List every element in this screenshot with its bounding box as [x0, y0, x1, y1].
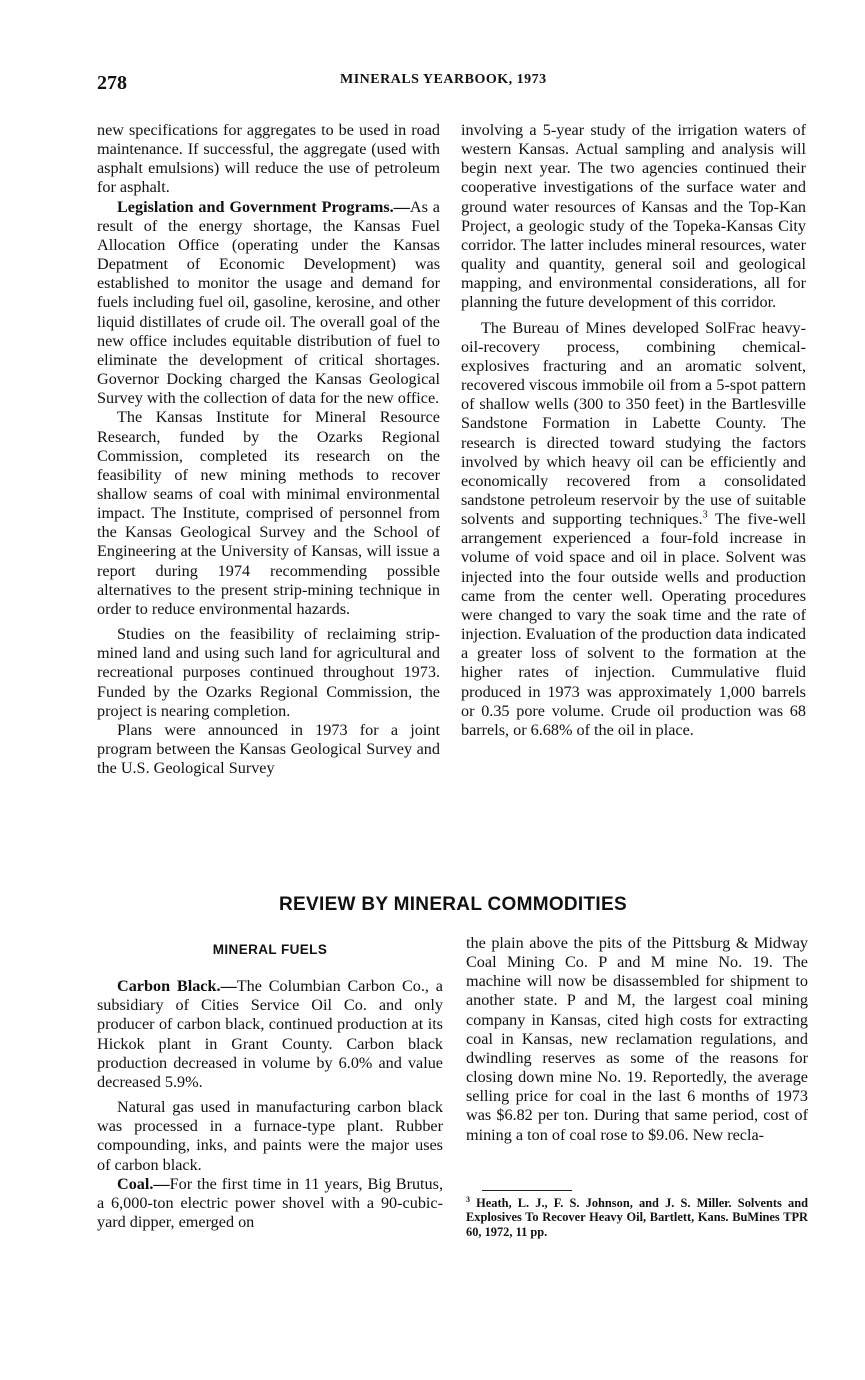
paragraph: The Kansas Institute for Mineral Resource Research, funded by the Ozarks Regional Commission, completed its research on the feasibility of new mining methods to recover shallow seams of coal with minimal environmental impact. The Institute, comprised of personnel from the Kansas Geological Survey and the School of Engineering at the University of Kansas, will issue a report during 1974 recommending possible alternatives to the present strip-mining technique in order to reduce environmental hazards. [97, 408, 440, 618]
paragraph: involving a 5-year study of the irrigation waters of western Kansas. Actual sampling and analysis will begin next year. The two agencies continued their cooperative investigations of the surface water and ground water resources of Kansas and the Top-Kan Project, a geologic study of the Topeka-Kansas City corridor. The latter includes mineral resources, water quality and quantity, general soil and geological mapping, and environmental considerations, all for planning the future development of this corridor. [461, 121, 806, 312]
paragraph: Studies on the feasibility of reclaiming strip-mined land and using such land for agricultural and recreational purposes continued throughout 1973. Funded by the Ozarks Regional Commission, the project is nearing completion. [97, 625, 440, 720]
footnote-text: Heath, L. J., F. S. Johnson, and J. S. Miller. Solvents and Explosives To Recover Heavy Oil, Bartlett, Kans. BuMines TPR 60, 1972, 11 pp. [466, 1196, 808, 1239]
column-bottom-left [97, 942, 443, 1232]
paragraph-coal [97, 1175, 443, 1232]
page-number: 278 [97, 72, 127, 94]
column-bottom-right [466, 934, 808, 1145]
paragraph-text: The Bureau of Mines developed SolFrac heavy-oil-recovery process, combining chemical-explosives fracturing and an aromatic solvent, recovered viscous immobile oil from a 5-spot pattern of shallow wells (300 to 350 feet) in the Bartlesville Sandstone Formation in Labette County. The research is directed toward studying the factors involved by which heavy oil can be efficiently and economically recovered from a consolidated sandstone petroleum reservoir by the use of suitable solvents and supporting techniques. [461, 318, 806, 529]
footnote-divider [482, 1190, 572, 1191]
paragraph-text: The five-well arrangement experienced a four-fold increase in volume of void space and oil in place. Solvent was injected into the four outside wells and production came from the center well. Operating procedures were changed to vary the soak time and the rate of injection. Evaluation of the production data indicated a greater loss of solvent to the formation at the higher rates of injection. Cummulative fluid produced in 1973 was approximately 1,000 barrels or 0.35 pore volume. Crude oil production was 68 barrels, or 6.68% of the oil in place. [461, 510, 806, 739]
paragraph: the plain above the pits of the Pittsburg & Midway Coal Mining Co. P and M mine No. 19. The machine will now be disassembled for shipment to another state. P and M, the largest coal mining company in Kansas, cited high costs for extracting coal in Kansas, new reclamation regulations, and dwindling reserves as some of the reasons for closing down mine No. 19. Reportedly, the average selling price for coal in the last 6 months of 1973 was $6.82 per ton. During that same period, cost of mining a ton of coal rose to $9.06. New recla- [466, 934, 808, 1144]
footnote-reference[interactable]: 3 [702, 509, 708, 521]
paragraph: Plans were announced in 1973 for a joint program between the Kansas Geological Survey and the U.S. Geological Survey [97, 720, 440, 778]
paragraph-text: For the first time in 11 years, Big Brutus, a 6,000-ton electric power shovel with a 90-cubic-yard dipper, emerged on [97, 1174, 443, 1232]
column-top-right [461, 121, 806, 740]
run-in-heading: Coal.— [117, 1174, 170, 1193]
paragraph-text: The Columbian Carbon Co., a subsidiary of Cities Service Oil Co. and only producer of carbon black, continued production at its Hickok plant in Grant County. Carbon black production decreased in volume by 6.0% and value decreased 5.9%. [97, 977, 443, 1091]
run-in-heading: Carbon Black.— [117, 977, 237, 996]
subsection-title: MINERAL FUELS [212, 942, 328, 957]
section-title: REVIEW BY MINERAL COMMODITIES [279, 894, 627, 915]
paragraph-carbon-black [97, 977, 443, 1092]
paragraph-text: As a result of the energy shortage, the Kansas Fuel Allocation Office (operating under the Kansas Depatment of Economic Development) was established to monitor the usage and demand for fuels including fuel oil, gasoline, kerosine, and other liquid distillates of crude oil. The overall goal of the new office includes equitable distribution of fuel to eliminate the development of critical shortages. Governor Docking charged the Kansas Geological Survey with the collection of data for the new office. [97, 197, 440, 408]
column-top-left [97, 121, 440, 778]
footnote [466, 1196, 808, 1239]
running-head: MINERALS YEARBOOK, 1973 [340, 72, 547, 87]
footnote-marker: 3 [466, 1194, 470, 1204]
run-in-heading: Legislation and Government Programs.— [117, 197, 410, 216]
paragraph-solfrac [461, 319, 806, 740]
paragraph: Natural gas used in manufacturing carbon black was processed in a furnace-type plant. Rubber compounding, inks, and paints were the major uses of carbon black. [97, 1098, 443, 1174]
paragraph: new specifications for aggregates to be used in road maintenance. If successful, the aggregate (used with asphalt emulsions) will reduce the use of petroleum for asphalt. [97, 121, 440, 197]
paragraph-legislation [97, 198, 440, 409]
